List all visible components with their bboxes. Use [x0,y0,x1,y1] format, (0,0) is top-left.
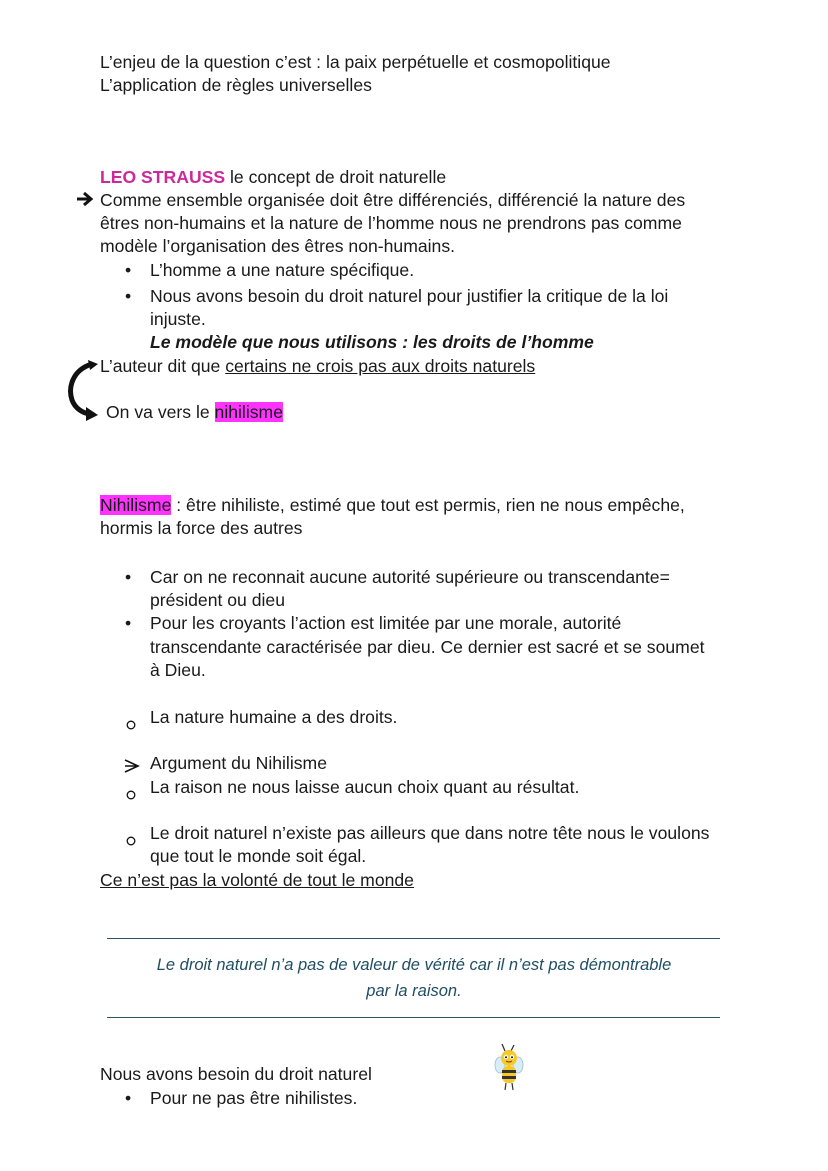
nih-o-3-line-1: Le droit naturel n’existe pas ailleurs que dans notre tête nous le voulons [150,823,710,843]
quote-line-1: Le droit naturel n’a pas de valeur de vérité car il n’est pas démontrable [156,956,672,974]
arrowhead-bullet-icon [124,756,140,780]
bullet-1: L’homme a une nature spécifique. [150,260,415,280]
nih-bullet-2-line-2: transcendante caractérisée par dieu. Ce dernier est sacré et se soumet [150,637,705,657]
bullet-dot-icon: • [125,567,132,587]
auteur-line [100,355,535,379]
quote-line-2: par la raison. [366,982,462,1000]
arrow-line-2: êtres non-humains et la nature de l’homme nous ne prendrons pas comme [100,213,682,233]
nih-o-2: La raison ne nous laisse aucun choix quant au résultat. [150,777,580,797]
nih-bullet-2-line-1: Pour les croyants l’action est limitée par une morale, autorité [150,613,622,633]
emphasis-line: Le modèle que nous utilisons : les droits de l’homme [150,332,594,352]
quote-top-rule [107,938,720,939]
def-rest: : être nihiliste, estimé que tout est permis, rien ne nous empêche, [171,495,685,515]
nih-o-1: La nature humaine a des droits. [150,707,398,727]
circle-bullet-icon [126,713,136,737]
bee-icon [493,1043,525,1102]
curved-arrow-icon [62,358,102,431]
bullet-2-line-2: injuste. [150,309,206,329]
bullet-2-line-1: Nous avons besoin du droit naturel pour justifier la critique de la loi [150,286,669,306]
arrow-line-3: modèle l’organisation des êtres non-humains. [100,236,456,256]
intro-line-1: L’enjeu de la question c’est : la paix perpétuelle et cosmopolitique [100,52,611,72]
heading-rest: le concept de droit naturelle [225,167,447,187]
nihilisme-def-line-2: hormis la force des autres [100,518,303,538]
vers-prefix: On va vers le [106,402,215,422]
argument-line: Argument du Nihilisme [150,753,327,773]
closing-bullet: Pour ne pas être nihilistes. [150,1088,358,1108]
bullet-dot-icon: • [125,613,132,633]
bullet-dot-icon: • [125,1088,132,1108]
circle-bullet-icon [126,829,136,853]
nih-bullet-2-line-3: à Dieu. [150,660,206,680]
arrow-line-1: Comme ensemble organisée doit être différenciés, différencié la nature des [100,190,686,210]
bullet-dot-icon: • [125,260,132,280]
arrow-right-icon [76,189,96,216]
nih-bullet-1-line-1: Car on ne reconnait aucune autorité supérieure ou transcendante= [150,567,670,587]
nih-o-3-line-2: que tout le monde soit égal. [150,846,367,866]
intro-line-2: L’application de règles universelles [100,75,372,95]
nihilisme-def-line-1 [100,494,685,518]
nihilisme-term: Nihilisme [100,495,172,515]
closing-line: Nous avons besoin du droit naturel [100,1064,372,1084]
nihilisme-highlight: nihilisme [214,402,283,422]
auteur-prefix: L’auteur dit que [100,356,226,376]
author-name: LEO STRAUSS [100,167,226,187]
bullet-dot-icon: • [125,286,132,306]
auteur-underlined: certains ne crois pas aux droits naturels [225,356,536,376]
conclusion-line: Ce n’est pas la volonté de tout le monde [100,870,414,890]
strauss-heading [100,166,446,190]
quote-bottom-rule [107,1017,720,1018]
circle-bullet-icon [126,783,136,807]
vers-line [106,401,283,425]
nih-bullet-1-line-2: président ou dieu [150,590,285,610]
